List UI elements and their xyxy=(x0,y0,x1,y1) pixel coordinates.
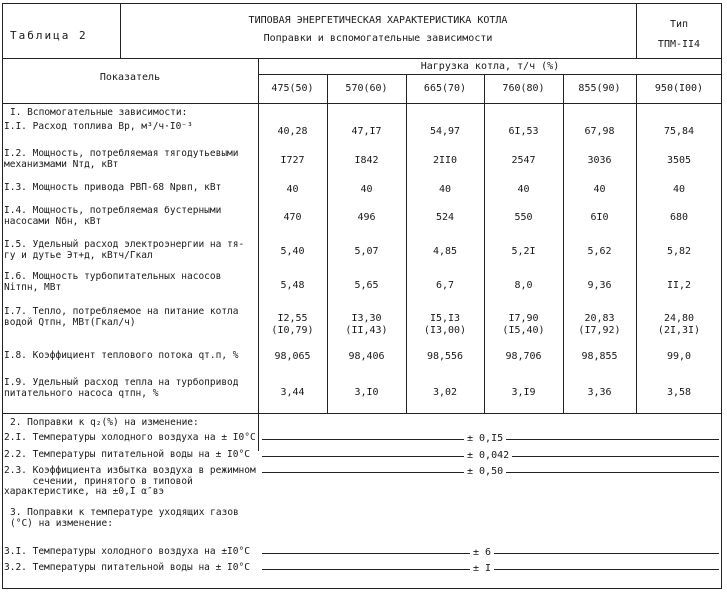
table-subtitle: Поправки и вспомогательные зависимости xyxy=(263,33,493,44)
value-1-3-c6: 40 xyxy=(672,184,686,195)
value-1-3-c2: 40 xyxy=(360,184,373,195)
row-label-1-1: I.I. Расход топлива Bр, м³/ч·I0⁻³ xyxy=(4,121,193,132)
value-1-8-c3: 98,556 xyxy=(426,351,464,362)
value-1-9-c4: 3,I9 xyxy=(511,387,536,398)
value-1-5-c2: 5,07 xyxy=(354,246,379,257)
row-label-section-1: I. Вспомогательные зависимости: xyxy=(10,107,188,118)
value-1-2-c6: 3505 xyxy=(666,155,692,166)
correction-label-section-2: 2. Поправки к q₂(%) на изменение: xyxy=(10,417,199,428)
value-1-2-c1: I727 xyxy=(280,155,305,166)
correction-label-3-2: 3.2. Температуры питательной воды на ± I0°C xyxy=(4,562,250,573)
row-label-1-6: I.6. Мощность турбопитательных насосов Niтпн, МВт xyxy=(4,271,222,293)
value-1-6-c1: 5,48 xyxy=(280,280,305,291)
value-1-4-c6: 680 xyxy=(669,212,689,223)
value-1-7-c1: I2,55 (I0,79) xyxy=(271,313,314,336)
span-value-2-3: ± 0,50 xyxy=(464,466,506,477)
table-label: Таблица 2 xyxy=(10,29,88,42)
value-1-8-c5: 98,855 xyxy=(581,351,618,362)
value-1-6-c6: II,2 xyxy=(666,280,692,291)
value-1-4-c5: 6I0 xyxy=(590,212,609,223)
value-1-4-c4: 550 xyxy=(514,212,533,223)
load-col-4: 760(80) xyxy=(502,83,545,94)
header-bottom-line xyxy=(2,58,722,59)
value-1-9-c6: 3,58 xyxy=(666,387,692,398)
header-divider-left xyxy=(120,3,121,58)
row-label-1-7: I.7. Тепло, потребляемое на питание котла водой Qтпн, МВт(Гкал/ч) xyxy=(4,306,239,328)
value-1-8-c2: 98,406 xyxy=(348,351,385,362)
correction-label-2-2: 2.2. Температуры питательной воды на ± I0°C xyxy=(4,449,250,460)
row-label-1-5: I.5. Удельный расход электроэнергии на тя- гу и дутье Эт+д, кВтч/Гкал xyxy=(4,239,245,261)
value-1-2-c5: 3036 xyxy=(587,155,612,166)
value-1-5-c1: 5,40 xyxy=(280,246,305,257)
value-1-9-c5: 3,36 xyxy=(587,387,612,398)
value-1-3-c4: 40 xyxy=(517,184,530,195)
value-1-7-c2: I3,30 (II,43) xyxy=(345,313,388,336)
indicator-header: Показатель xyxy=(99,72,161,83)
span-value-2-1: ± 0,I5 xyxy=(464,433,506,444)
correction-label-2-3: 2.3. Коэффициента избытка воздуха в режимном сечении, принятого в типовой характеристике, на ±0,I α″вэ xyxy=(4,465,256,497)
value-1-1-c1: 40,28 xyxy=(277,126,308,137)
load-col-3: 665(70) xyxy=(423,83,467,94)
value-1-2-c2: I842 xyxy=(354,155,379,166)
value-1-5-c3: 4,85 xyxy=(432,246,458,257)
value-1-8-c6: 99,0 xyxy=(666,351,692,362)
value-1-3-c5: 40 xyxy=(593,184,606,195)
row-label-1-8: I.8. Коэффициент теплового потока qт.п, % xyxy=(4,350,239,361)
value-1-7-c4: I7,90 (I5,40) xyxy=(502,313,545,336)
value-1-5-c6: 5,82 xyxy=(666,246,692,257)
load-col-1: 475(50) xyxy=(271,83,314,94)
correction-label-2-1: 2.I. Температуры холодного воздуха на ± I0°C xyxy=(4,432,256,443)
value-1-2-c4: 2547 xyxy=(511,155,536,166)
value-1-6-c3: 6,7 xyxy=(435,280,455,291)
value-1-9-c1: 3,44 xyxy=(280,387,305,398)
column-header-bottom-line xyxy=(2,103,722,104)
row-label-1-2: I.2. Мощность, потребляемая тягодутьевыми механизмами Nтд, кВт xyxy=(4,148,239,170)
value-1-3-c3: 40 xyxy=(438,184,452,195)
value-1-4-c2: 496 xyxy=(357,212,376,223)
value-1-7-c5: 20,83 (I7,92) xyxy=(578,313,621,336)
load-header: Нагрузка котла, т/ч (%) xyxy=(420,61,560,72)
value-1-9-c2: 3,I0 xyxy=(354,387,379,398)
value-1-1-c3: 54,97 xyxy=(429,126,461,137)
value-1-3-c1: 40 xyxy=(286,184,299,195)
value-1-6-c2: 5,65 xyxy=(354,280,379,291)
value-1-5-c4: 5,2I xyxy=(511,246,536,257)
section-separator xyxy=(2,413,722,414)
load-col-2: 570(60) xyxy=(345,83,388,94)
span-value-2-2: ± 0,042 xyxy=(464,450,512,461)
value-1-2-c3: 2II0 xyxy=(432,155,458,166)
value-1-8-c4: 98,706 xyxy=(505,351,542,362)
correction-label-3-1: 3.I. Температуры холодного воздуха на ±I0°C xyxy=(4,546,250,557)
span-value-3-1: ± 6 xyxy=(470,547,494,558)
table-title: ТИПОВАЯ ЭНЕРГЕТИЧЕСКАЯ ХАРАКТЕРИСТИКА КОТЛА xyxy=(248,15,508,26)
value-1-1-c2: 47,I7 xyxy=(351,126,382,137)
type-label: Тип xyxy=(669,19,689,30)
value-1-1-c6: 75,84 xyxy=(663,126,695,137)
row-label-1-3: I.3. Мощность привода РВП-68 Nрвп, кВт xyxy=(4,182,222,193)
value-1-4-c1: 470 xyxy=(283,212,302,223)
load-col-5: 855(90) xyxy=(578,83,621,94)
type-value: ТПМ-II4 xyxy=(657,39,701,50)
load-col-6: 950(I00) xyxy=(654,83,704,94)
value-1-6-c5: 9,36 xyxy=(587,280,612,291)
correction-label-section-3: 3. Поправки к температуре уходящих газов (°C) на изменение: xyxy=(10,507,239,529)
value-1-7-c6: 24,80 (2I,3I) xyxy=(657,313,701,336)
row-label-1-9: I.9. Удельный расход тепла на турбопривод питательного насоса qтпн, % xyxy=(4,377,239,399)
value-1-1-c5: 67,98 xyxy=(584,126,615,137)
value-1-4-c3: 524 xyxy=(435,212,455,223)
value-1-9-c3: 3,02 xyxy=(432,387,458,398)
value-1-5-c5: 5,62 xyxy=(587,246,612,257)
value-1-1-c4: 6I,53 xyxy=(508,126,539,137)
value-1-6-c4: 8,0 xyxy=(514,280,533,291)
value-1-8-c1: 98,065 xyxy=(274,351,311,362)
row-label-1-4: I.4. Мощность, потребляемая бустерными насосами Nбн, кВт xyxy=(4,205,222,227)
value-1-7-c3: I5,I3 (I3,00) xyxy=(423,313,467,336)
span-value-3-2: ± I xyxy=(470,563,494,574)
